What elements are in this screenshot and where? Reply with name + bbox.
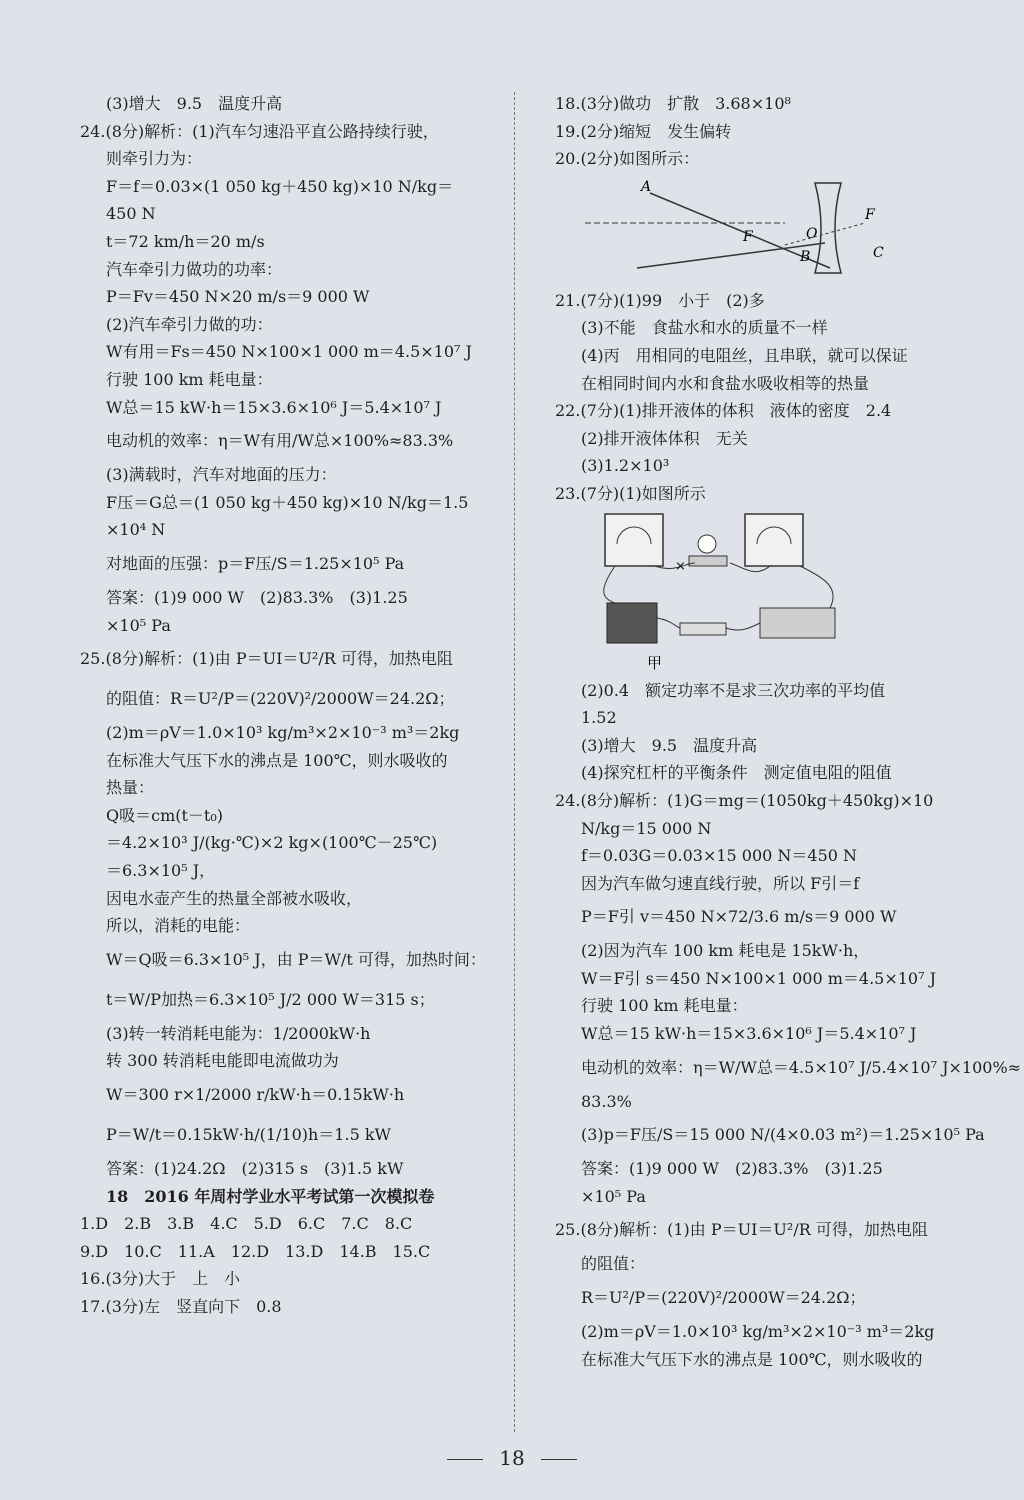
answer-line: (3)增大 9.5 温度升高 [581, 735, 758, 755]
answer-line: 25.(8分)解析：(1)由 P＝UI＝U²/R 可得，加热电阻 [80, 649, 453, 669]
answer-line: ＝6.3×10⁵ J， [106, 861, 216, 881]
answer-line: P＝W/t＝0.15kW·h/(1/10)h＝1.5 kW [106, 1125, 391, 1145]
answer-line: 20.(2分)如图所示： [555, 149, 700, 169]
answer-line: W＝F引 s＝450 N×100×1 000 m＝4.5×10⁷ J [581, 968, 937, 988]
answer-line: (3)不能 食盐水和水的质量不一样 [581, 318, 828, 338]
answer-line: 因为汽车做匀速直线行驶，所以 F引＝f [581, 873, 860, 893]
answer-line: 则牵引力为： [106, 149, 203, 169]
answer-line: t＝W/P加热＝6.3×10⁵ J/2 000 W＝315 s； [106, 989, 435, 1009]
answer-line: N/kg＝15 000 N [581, 818, 712, 838]
label-b: B [800, 248, 811, 265]
answer-line: t＝72 km/h＝20 m/s [106, 231, 265, 251]
page-footer [0, 1446, 1024, 1470]
answer-line: 转 300 转消耗电能即电流做功为 [106, 1051, 339, 1071]
answer-line: 23.(7分)(1)如图所示 [555, 483, 706, 503]
answer-line: W＝300 r×1/2000 r/kW·h＝0.15kW·h [106, 1085, 405, 1105]
label-f-right: F [865, 206, 875, 223]
circuit-label: 甲 [647, 653, 663, 672]
answer-line: 24.(8分)解析：(1)G＝mg＝(1050kg＋450kg)×10 [555, 790, 934, 810]
answer-line: 的阻值：R＝U²/P＝(220V)²/2000W＝24.2Ω； [106, 689, 455, 709]
answer-line: R＝U²/P＝(220V)²/2000W＝24.2Ω； [581, 1288, 866, 1308]
answer-line: 电动机的效率：η＝W有用/W总×100%≈83.3% [106, 431, 454, 451]
answer-line: W有用＝Fs＝450 N×100×1 000 m＝4.5×10⁷ J [106, 342, 472, 362]
answer-line: 1.D 2.B 3.B 4.C 5.D 6.C 7.C 8.C [80, 1214, 413, 1234]
answer-line: 17.(3分)左 竖直向下 0.8 [80, 1297, 282, 1316]
cross-mark: × [675, 558, 686, 574]
answer-line: f＝0.03G＝0.03×15 000 N＝450 N [581, 846, 858, 866]
answer-line: ＝4.2×10³ J/(kg·℃)×2 kg×(100℃－25℃) [106, 833, 438, 853]
section-heading: 18 2016 年周村学业水平考试第一次模拟卷 [106, 1186, 435, 1206]
answer-line: 热量： [106, 778, 155, 798]
answer-line: (2)0.4 额定功率不是求三次功率的平均值 [581, 680, 886, 700]
answer-line: 450 N [106, 204, 156, 224]
answer-line: (2)m＝ρV＝1.0×10³ kg/m³×2×10⁻³ m³＝2kg [581, 1322, 935, 1342]
right-column [555, 90, 1022, 1373]
lens-ray-diagram [585, 173, 885, 283]
rheostat [760, 608, 835, 638]
answer-line: ×10⁵ Pa [581, 1186, 646, 1206]
answer-line: 19.(2分)缩短 发生偏转 [555, 121, 732, 141]
answer-line: W总＝15 kW·h＝15×3.6×10⁶ J＝5.4×10⁷ J [581, 1024, 917, 1044]
label-a: A [641, 178, 652, 195]
answer-line: (3)1.2×10³ [581, 456, 670, 476]
answer-line: 22.(7分)(1)排开液体的体积 液体的密度 2.4 [555, 401, 892, 421]
answer-line: 对地面的压强：p＝F压/S＝1.25×10⁵ Pa [106, 553, 405, 573]
answer-line: 25.(8分)解析：(1)由 P＝UI＝U²/R 可得，加热电阻 [555, 1220, 928, 1240]
voltmeter [605, 514, 663, 566]
ray-extension [785, 223, 865, 245]
answer-line: 的阻值： [581, 1254, 646, 1274]
answer-line: P＝F引 v＝450 N×72/3.6 m/s＝9 000 W [581, 907, 897, 927]
label-o: O [806, 225, 818, 242]
answer-line: 行驶 100 km 耗电量： [581, 996, 748, 1016]
answer-line: 83.3% [581, 1091, 632, 1111]
answer-line: (4)丙 用相同的电阻丝，且串联，就可以保证 [581, 345, 908, 365]
answer-line: ×10⁴ N [106, 520, 166, 540]
answer-line: F压＝G总＝(1 050 kg＋450 kg)×10 N/kg＝1.5 [106, 492, 469, 512]
answer-line: 行驶 100 km 耗电量： [106, 369, 273, 389]
answer-line: 在相同时间内水和食盐水吸收相等的热量 [581, 373, 870, 393]
ammeter [745, 514, 803, 566]
answer-line: ×10⁵ Pa [106, 615, 171, 635]
answer-line: 9.D 10.C 11.A 12.D 13.D 14.B 15.C [80, 1241, 431, 1261]
footer-dash [541, 1459, 577, 1460]
concave-lens [815, 183, 841, 273]
answer-line: Q吸＝cm(t－t₀) [106, 805, 224, 825]
answer-line: (2)m＝ρV＝1.0×10³ kg/m³×2×10⁻³ m³＝2kg [106, 723, 460, 743]
answer-line: (2)排开液体体积 无关 [581, 428, 748, 448]
column-divider [514, 92, 515, 1432]
answer-line: 1.52 [581, 708, 617, 728]
answer-line: (2)汽车牵引力做的功： [106, 314, 273, 334]
battery [607, 603, 657, 643]
answer-line: 所以，消耗的电能： [106, 916, 251, 936]
answer-line: W＝Q吸＝6.3×10⁵ J，由 P＝W/t 可得，加热时间： [106, 949, 486, 969]
answer-line: 答案：(1)9 000 W (2)83.3% (3)1.25 [581, 1159, 883, 1179]
bulb-base [689, 556, 727, 566]
answer-line: (4)探究杠杆的平衡条件 测定值电阻的阻值 [581, 763, 892, 783]
answer-line: 答案：(1)24.2Ω (2)315 s (3)1.5 kW [106, 1159, 404, 1179]
page-number: 18 [499, 1446, 525, 1470]
answer-line: (3)增大 9.5 温度升高 [106, 94, 283, 113]
answer-line: (3)p＝F压/S＝15 000 N/(4×0.03 m²)＝1.25×10⁵ Pa [581, 1125, 985, 1145]
label-f-left: F [743, 228, 753, 245]
circuit-diagram [585, 508, 885, 673]
answer-line: 汽车牵引力做功的功率： [106, 259, 283, 279]
answer-line: 在标准大气压下水的沸点是 100℃，则水吸收的 [106, 750, 448, 770]
answer-line: 在标准大气压下水的沸点是 100℃，则水吸收的 [581, 1349, 923, 1369]
answer-line: (3)转一转消耗电能为：1/2000kW·h [106, 1023, 371, 1043]
answer-line: (2)因为汽车 100 km 耗电是 15kW·h， [581, 941, 870, 961]
switch [680, 623, 726, 635]
answer-line: 16.(3分)大于 上 小 [80, 1269, 241, 1289]
answer-line: P＝Fv＝450 N×20 m/s＝9 000 W [106, 287, 370, 307]
label-c: C [873, 244, 884, 261]
footer-dash [447, 1459, 483, 1460]
left-column [80, 90, 500, 1321]
answer-line: F＝f＝0.03×(1 050 kg＋450 kg)×10 N/kg＝ [106, 176, 454, 196]
answer-line: 24.(8分)解析：(1)汽车匀速沿平直公路持续行驶， [80, 121, 439, 141]
answer-line: 答案：(1)9 000 W (2)83.3% (3)1.25 [106, 587, 408, 607]
answer-line: 因电水壶产生的热量全部被水吸收， [106, 888, 363, 908]
bulb [698, 535, 716, 553]
answer-line: W总＝15 kW·h＝15×3.6×10⁶ J＝5.4×10⁷ J [106, 397, 442, 417]
answer-line: 21.(7分)(1)99 小于 (2)多 [555, 290, 765, 310]
answer-line: (3)满载时，汽车对地面的压力： [106, 465, 337, 485]
answer-line: 电动机的效率：η＝W/W总＝4.5×10⁷ J/5.4×10⁷ J×100%≈ [581, 1057, 1022, 1077]
answer-line: 18.(3分)做功 扩散 3.68×10⁸ [555, 94, 791, 113]
ray-b [637, 243, 825, 268]
